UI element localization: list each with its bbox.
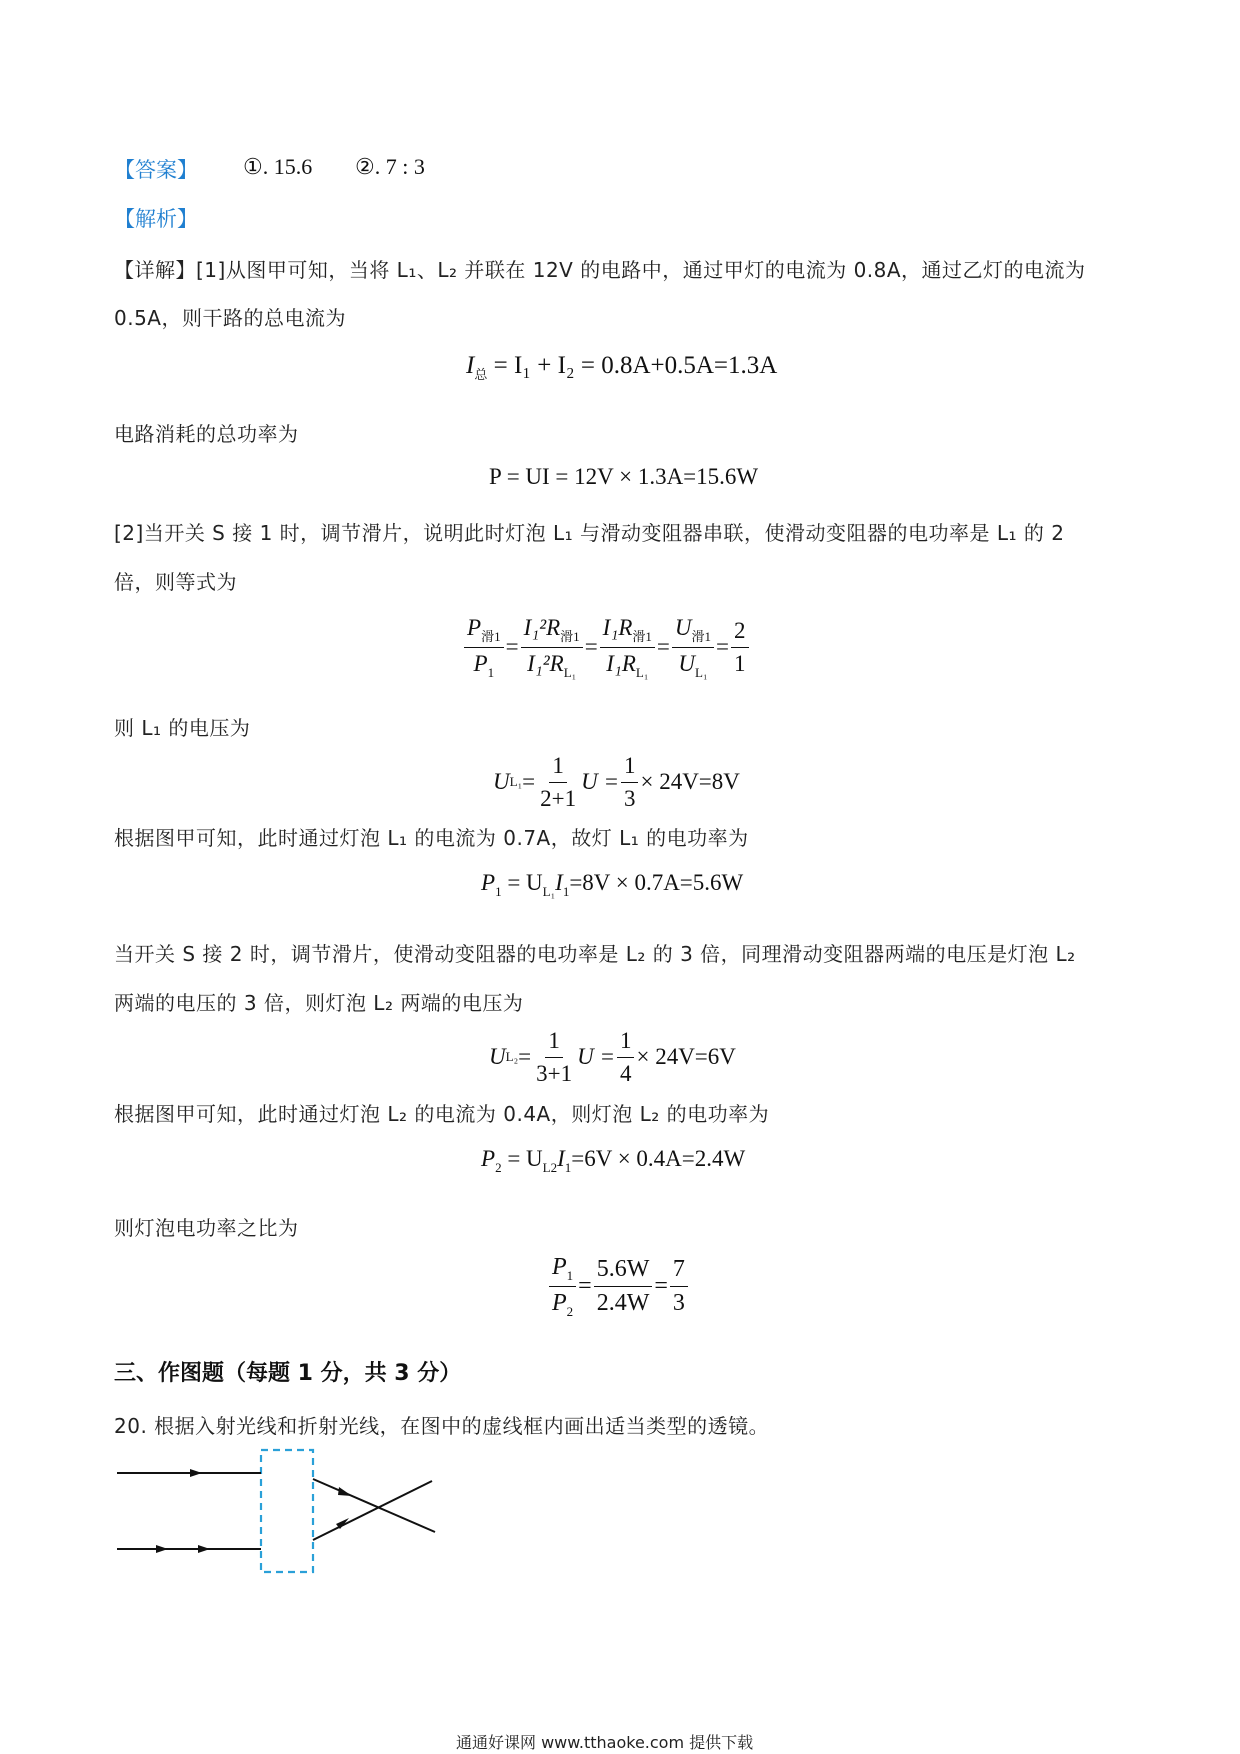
equation-power-L1 [481, 870, 743, 900]
equation-ratio: $\frac{P_1}{P_2}$ = $\frac{5.6W}{2.4W}$ = $\frac{7}{3}$ [547, 1253, 690, 1319]
eq5-a: P [481, 870, 496, 895]
eq6-mid: U = [577, 1044, 615, 1070]
eq6-f2-den: 4 [619, 1060, 632, 1086]
eq4-f2-den: 3 [623, 785, 636, 811]
eq7-c: I [557, 1146, 565, 1171]
equation-power-L2 [481, 1146, 745, 1176]
eq8-frac-1 [549, 1253, 576, 1319]
eq3-frac-4 [672, 614, 714, 680]
eq7-b-sub: L2 [542, 1160, 558, 1175]
eq3-f5-den: 1 [734, 650, 746, 676]
eq3-f1-den: P [473, 650, 488, 676]
eq3-f4-den: U [678, 650, 696, 676]
answer-tag: 【答案】 [114, 158, 198, 182]
eq4-f1-den: 2+1 [540, 785, 577, 811]
eq3-f4-num: U [674, 615, 692, 640]
eq8-f1-den-sub: 2 [566, 1303, 574, 1319]
equation-voltage-L1: U L₁ = $\frac{1}{2+1}$ U = $\frac{1}{3}$ × 24V=8V [493, 753, 740, 811]
eq5-b: = U [507, 870, 543, 895]
text-ratio: 则灯泡电功率之比为 [114, 1216, 299, 1240]
eq3-f3-num: I₁R [602, 615, 633, 640]
eq6-frac-1 [533, 1027, 575, 1087]
part2-line-2: 倍，则等式为 [114, 570, 237, 594]
eq4-tail: × 24V=8V [640, 769, 740, 795]
analysis-tag: 【解析】 [114, 207, 198, 231]
eq8-f3-num: 7 [670, 1255, 688, 1287]
eq8-f1-num: P [552, 1254, 567, 1280]
detail-line-1: 【详解】[1]从图甲可知，当将 L₁、L₂ 并联在 12V 的电路中，通过甲灯的电流为 0.8A，通过乙灯的电流为 [114, 258, 1086, 282]
eq8-frac-2 [594, 1255, 653, 1318]
eq8-f1-den: P [552, 1289, 567, 1316]
eq8-f3-den: 3 [672, 1289, 685, 1316]
part3-line-1: 当开关 S 接 2 时，调节滑片，使滑动变阻器的电功率是 L₂ 的 3 倍，同理滑动变阻器两端的电压是灯泡 L₂ [114, 942, 1076, 966]
eq7-c-sub: 1 [564, 1160, 572, 1175]
eq3-f1-num: P [467, 615, 482, 640]
eq6-lhs: U [489, 1044, 506, 1070]
section-title-drawing: 三、作图题（每题 1 分，共 3 分） [114, 1361, 462, 1386]
lens-diagram [110, 1445, 450, 1585]
eq6-f1-den: 3+1 [536, 1060, 573, 1086]
eq3-f3-den-sub: L₁ [635, 664, 649, 680]
eq5-a-sub: 1 [495, 884, 502, 899]
eq4-frac-2 [621, 752, 639, 812]
eq7-a-sub: 2 [495, 1160, 502, 1175]
incident-arrow-bottom-1-icon [156, 1545, 168, 1553]
equation-total-current [466, 352, 777, 383]
eq3-f4-num-sub: 滑1 [691, 629, 712, 644]
answer-item-1: ①. 15.6 [243, 154, 313, 179]
eq5-b-sub: L₁ [542, 884, 556, 899]
eq3-f2-num-sub: 滑1 [560, 629, 580, 644]
eq4-f2-num: 1 [621, 752, 639, 783]
eq4-f1-num: 1 [549, 752, 567, 783]
answer-item-2: ②. 7 : 3 [355, 154, 425, 179]
question-20: 20. 根据入射光线和折射光线，在图中的虚线框内画出适当类型的透镜。 [114, 1414, 770, 1438]
eq3-f2-num: I₁²R [523, 615, 561, 640]
eq3-f5-num: 2 [731, 617, 749, 648]
eq3-f2-den-sub: L₁ [563, 664, 577, 680]
eq4-mid: U = [581, 769, 619, 795]
eq6-f2-num: 1 [617, 1027, 635, 1058]
eq7-d: =6V × 0.4A=2.4W [571, 1146, 746, 1171]
eq8-f1-num-sub: 1 [566, 1268, 574, 1283]
eq4-lhs-sub: L₁ [509, 774, 523, 790]
eq7-a: P [481, 1146, 496, 1171]
eq5-c-sub: 1 [562, 884, 570, 899]
eq3-frac-2 [521, 614, 583, 680]
part2-line-1: [2]当开关 S 接 1 时，调节滑片，说明此时灯泡 L₁ 与滑动变阻器串联，使滑动变阻器的电功率是 L₁ 的 2 [114, 521, 1065, 545]
text-voltage-L1: 则 L₁ 的电压为 [114, 716, 251, 740]
part3-line-2: 两端的电压的 3 倍，则灯泡 L₂ 两端的电压为 [114, 991, 524, 1015]
incident-arrow-bottom-2-icon [198, 1545, 210, 1553]
incident-arrow-top-icon [190, 1469, 202, 1477]
eq3-frac-5 [731, 617, 749, 677]
eq1-lhs: I [466, 352, 475, 379]
equation-power-ratio: $\frac{P_{滑1}}{P_1}$ = $\frac{I_1^2R_{滑1}}{I_1^2R_{L_1}}$ = $\frac{I_1R_{滑1}}{I_1R_{L_1}}$ = $\frac{U_{滑1}}{U_{L_1}}$ = $\frac{2}{1}$ [462, 614, 751, 680]
eq6-lhs-sub: L₂ [505, 1049, 519, 1065]
eq8-frac-3 [670, 1255, 688, 1318]
equation-voltage-L2: U L₂ = $\frac{1}{3+1}$ U = $\frac{1}{4}$ × 24V=6V [489, 1028, 736, 1086]
text-L1-current: 根据图甲可知，此时通过灯泡 L₁ 的电流为 0.7A，故灯 L₁ 的电功率为 [114, 826, 749, 850]
eq4-lhs: U [493, 769, 510, 795]
dashed-lens-box[interactable] [261, 1450, 313, 1572]
eq6-tail: × 24V=6V [636, 1044, 736, 1070]
eq6-f1-num: 1 [545, 1027, 563, 1058]
eq3-frac-1 [464, 614, 504, 680]
text-L2-current: 根据图甲可知，此时通过灯泡 L₂ 的电流为 0.4A，则灯泡 L₂ 的电功率为 [114, 1102, 770, 1126]
eq6-frac-2 [617, 1027, 635, 1087]
eq3-f1-den-sub: 1 [487, 664, 495, 680]
eq5-c: I [555, 870, 563, 895]
footer-source: 通通好课网 www.tthaoke.com 提供下载 [456, 1733, 754, 1752]
eq3-f4-den-sub: L₁ [695, 664, 708, 680]
equation-total-power: P = UI = 12V × 1.3A=15.6W [489, 464, 759, 489]
eq3-f1-num-sub: 滑1 [481, 629, 501, 644]
eq3-f3-den: I₁R [606, 650, 636, 676]
eq1-rest: = I₁ + I₂ = 0.8A+0.5A=1.3A [493, 352, 778, 379]
eq3-f3-num-sub: 滑1 [632, 629, 652, 644]
eq3-frac-3 [600, 614, 655, 680]
eq5-d: =8V × 0.7A=5.6W [569, 870, 744, 895]
refracted-arrow-down-icon [338, 1487, 352, 1496]
refracted-ray-up [313, 1481, 432, 1540]
eq8-f2-den: 2.4W [596, 1289, 650, 1316]
eq1-lhs-sub: 总 [474, 367, 488, 382]
refracted-ray-down [313, 1479, 435, 1532]
detail-line-2: 0.5A，则干路的总电流为 [114, 306, 346, 330]
eq4-frac-1 [537, 752, 579, 812]
text-power-total: 电路消耗的总功率为 [114, 422, 299, 446]
eq8-f2-num: 5.6W [594, 1255, 653, 1287]
eq3-f2-den: I₁²R [527, 650, 564, 676]
eq7-b: = U [507, 1146, 543, 1171]
